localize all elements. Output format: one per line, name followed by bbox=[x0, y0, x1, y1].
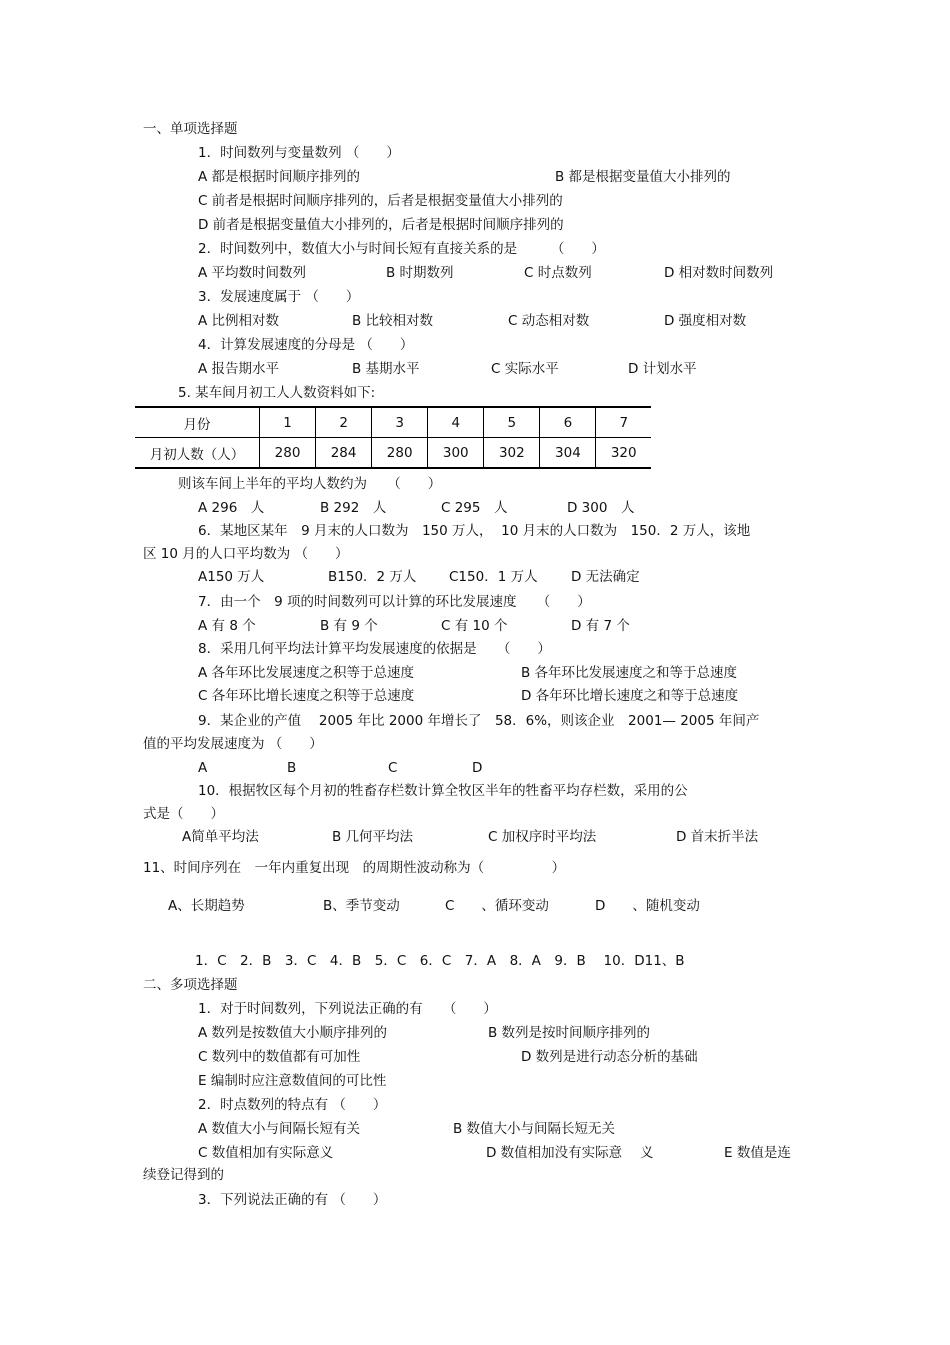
month-cell: 3 bbox=[372, 407, 428, 438]
q4-option-a: A 报告期水平 bbox=[198, 361, 280, 377]
table-row-month bbox=[135, 407, 651, 438]
mq2-option-c: C 数值相加有实际意义 bbox=[198, 1145, 334, 1161]
question-6-line1: 6．某地区某年 9 月末的人口数为 150 万人， 10 月末的人口数为 150．2 万人，该地 bbox=[198, 523, 751, 539]
month-cell: 6 bbox=[540, 407, 596, 438]
question-11: 11、时间序列在 一年内重复出现 的周期性波动称为（ ） bbox=[143, 860, 566, 876]
q5-option-d: D 300 人 bbox=[567, 500, 635, 516]
count-cell: 300 bbox=[428, 438, 484, 469]
question-8: 8．采用几何平均法计算平均发展速度的依据是 （ ） bbox=[198, 641, 551, 657]
multi-question-2: 2．时点数列的特点有 （ ） bbox=[198, 1097, 387, 1113]
count-cell: 320 bbox=[596, 438, 651, 469]
q8-option-d: D 各年环比增长速度之和等于总速度 bbox=[521, 688, 739, 704]
q9-option-b: B bbox=[287, 760, 297, 776]
mq2-option-a: A 数值大小与间隔长短有关 bbox=[198, 1121, 361, 1137]
mq1-option-c: C 数列中的数值都有可加性 bbox=[198, 1049, 361, 1065]
q7-option-c: C 有 10 个 bbox=[441, 618, 508, 634]
q2-option-c: C 时点数列 bbox=[524, 265, 592, 281]
q11-option-a: A、长期趋势 bbox=[168, 898, 245, 914]
answer-key: 1．C 2．B 3．C 4．B 5．C 6．C 7．A 8．A 9．B 10．D11、B bbox=[195, 953, 685, 969]
month-cell: 7 bbox=[596, 407, 651, 438]
month-cell: 4 bbox=[428, 407, 484, 438]
q4-option-d: D 计划水平 bbox=[628, 361, 697, 377]
question-3: 3．发展速度属于 （ ） bbox=[198, 289, 360, 305]
q6-option-c: C150．1 万人 bbox=[449, 569, 538, 585]
multi-question-3: 3．下列说法正确的有 （ ） bbox=[198, 1192, 387, 1208]
q7-option-a: A 有 8 个 bbox=[198, 618, 256, 634]
question-6-line2: 区 10 月的人口平均数为 （ ） bbox=[143, 546, 349, 562]
q8-option-c: C 各年环比增长速度之积等于总速度 bbox=[198, 688, 415, 704]
count-cell: 280 bbox=[260, 438, 316, 469]
q7-option-d: D 有 7 个 bbox=[571, 618, 630, 634]
q3-option-b: B 比较相对数 bbox=[352, 313, 434, 329]
q4-option-b: B 基期水平 bbox=[352, 361, 420, 377]
q3-option-d: D 强度相对数 bbox=[664, 313, 747, 329]
question-9-line2: 值的平均发展速度为 （ ） bbox=[143, 736, 323, 752]
q9-option-c: C bbox=[388, 760, 398, 776]
q2-option-b: B 时期数列 bbox=[386, 265, 454, 281]
q9-option-a: A bbox=[198, 760, 208, 776]
q2-option-d: D 相对数时间数列 bbox=[664, 265, 774, 281]
question-4: 4．计算发展速度的分母是 （ ） bbox=[198, 337, 414, 353]
mq1-option-a: A 数列是按数值大小顺序排列的 bbox=[198, 1025, 388, 1041]
q10-option-a: A简单平均法 bbox=[182, 829, 259, 845]
count-cell: 302 bbox=[484, 438, 540, 469]
question-10-line1: 10．根据牧区每个月初的牲畜存栏数计算全牧区半年的牲畜平均存栏数，采用的公 bbox=[198, 783, 688, 799]
mq1-option-e: E 编制时应注意数值间的可比性 bbox=[198, 1073, 387, 1089]
count-cell: 280 bbox=[372, 438, 428, 469]
q5-option-c: C 295 人 bbox=[441, 500, 508, 516]
q7-option-b: B 有 9 个 bbox=[320, 618, 378, 634]
question-7: 7．由一个 9 项的时间数列可以计算的环比发展速度 （ ） bbox=[198, 594, 591, 610]
q1-option-d: D 前者是根据变量值大小排列的，后者是根据时间顺序排列的 bbox=[198, 217, 564, 233]
question-5-stem: 则该车间上半年的平均人数约为 （ ） bbox=[178, 476, 442, 492]
question-5: 5. 某车间月初工人人数资料如下: bbox=[178, 385, 376, 401]
q4-option-c: C 实际水平 bbox=[491, 361, 559, 377]
q3-option-c: C 动态相对数 bbox=[508, 313, 590, 329]
q3-option-a: A 比例相对数 bbox=[198, 313, 280, 329]
q6-option-d: D 无法确定 bbox=[571, 569, 640, 585]
q6-option-a: A150 万人 bbox=[198, 569, 265, 585]
month-cell: 2 bbox=[316, 407, 372, 438]
q9-option-d: D bbox=[472, 760, 483, 776]
q11-option-b: B、季节变动 bbox=[323, 898, 400, 914]
q1-option-b: B 都是根据变量值大小排列的 bbox=[555, 169, 731, 185]
mq2-option-e: E 数值是连 bbox=[724, 1145, 791, 1161]
q10-option-d: D 首末折半法 bbox=[676, 829, 759, 845]
question-2: 2．时间数列中，数值大小与时间长短有直接关系的是 （ ） bbox=[198, 241, 605, 257]
q11-option-c: C 、循环变动 bbox=[445, 898, 549, 914]
mq2-option-e-cont: 续登记得到的 bbox=[143, 1167, 224, 1183]
month-cell: 1 bbox=[260, 407, 316, 438]
section2-title: 二、多项选择题 bbox=[143, 977, 238, 993]
mq1-option-d: D 数列是进行动态分析的基础 bbox=[521, 1049, 698, 1065]
mq1-option-b: B 数列是按时间顺序排列的 bbox=[488, 1025, 651, 1041]
worker-count-table bbox=[135, 406, 651, 469]
q5-option-a: A 296 人 bbox=[198, 500, 265, 516]
q11-option-d: D 、随机变动 bbox=[595, 898, 700, 914]
section1-title: 一、单项选择题 bbox=[143, 121, 238, 137]
question-1: 1．时间数列与变量数列 （ ） bbox=[198, 145, 400, 161]
question-10-line2: 式是（ ） bbox=[143, 806, 224, 822]
table-row-count bbox=[135, 438, 651, 469]
q1-option-c: C 前者是根据时间顺序排列的，后者是根据变量值大小排列的 bbox=[198, 193, 563, 209]
q10-option-b: B 几何平均法 bbox=[332, 829, 414, 845]
q1-option-a: A 都是根据时间顺序排列的 bbox=[198, 169, 361, 185]
q8-option-b: B 各年环比发展速度之和等于总速度 bbox=[521, 665, 738, 681]
multi-question-1: 1．对于时间数列，下列说法正确的有 （ ） bbox=[198, 1001, 497, 1017]
q2-option-a: A 平均数时间数列 bbox=[198, 265, 307, 281]
mq2-option-b: B 数值大小与间隔长短无关 bbox=[453, 1121, 616, 1137]
q10-option-c: C 加权序时平均法 bbox=[488, 829, 597, 845]
q6-option-b: B150．2 万人 bbox=[328, 569, 417, 585]
month-cell: 5 bbox=[484, 407, 540, 438]
question-9-line1: 9．某企业的产值 2005 年比 2000 年增长了 58．6%，则该企业 2001— 2005 年间产 bbox=[198, 713, 760, 729]
count-cell: 304 bbox=[540, 438, 596, 469]
count-header: 月初人数（人） bbox=[135, 438, 260, 469]
mq2-option-d: D 数值相加没有实际意 义 bbox=[486, 1145, 654, 1161]
month-header: 月份 bbox=[135, 407, 260, 438]
q8-option-a: A 各年环比发展速度之积等于总速度 bbox=[198, 665, 415, 681]
count-cell: 284 bbox=[316, 438, 372, 469]
q5-option-b: B 292 人 bbox=[320, 500, 387, 516]
